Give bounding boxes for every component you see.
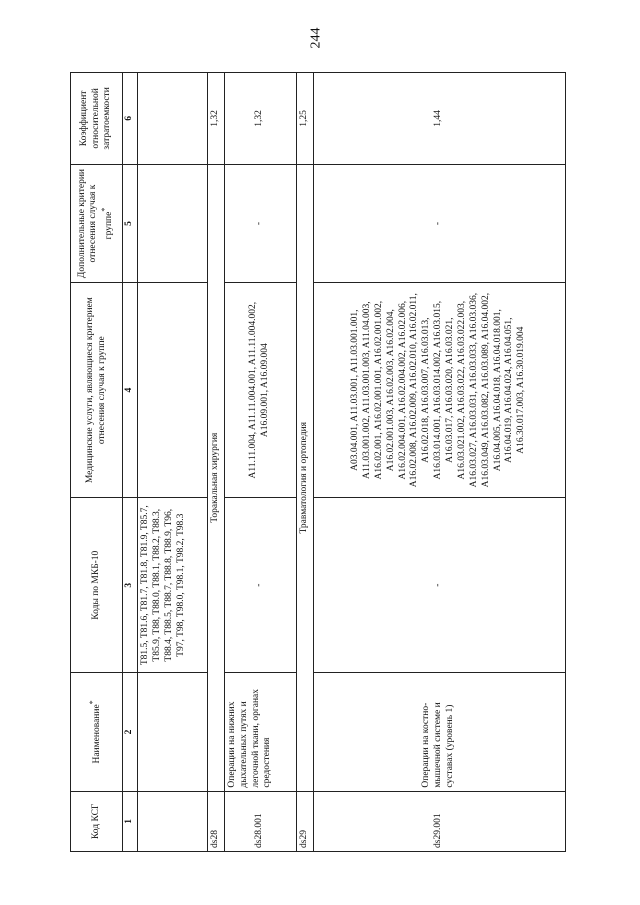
cell-name: Операции на костно-мышечной системе и суставах (уровень 1) [313, 673, 565, 791]
row-ds29-001 [313, 73, 565, 852]
header-services: Медицинские услуги, являющиеся критерием отнесения случая к группе [71, 283, 123, 498]
cell-code: ds28.001 [224, 791, 296, 851]
cell-services: A03.04.001, A11.03.001, A11.03.001.001, A11.03.001.002, A11.03.001.003, A11.04.003, A16.02.001, A16.02.001.001, A16.02.001.002, A16.02.001.003, A16.02.003, A16.02.004, A16.02.004.001, A16.02.004.002, A16.02.006, A16.02.008, A16.02.009, A16.02.010, A16.02.011, A16.02.018, A16.03.007, A16.03.013, A16.03.014.001, A16.03.014.002, A16.03.015, A16.03.017, A16.03.020, A16.03.021, A16.03.021.002, A16.03.022, A16.03.022.003, A16.03.027, A16.03.031, A16.03.033, A16.03.036, A16.03.049, A16.03.082, A16.03.089, A16.04.002, A16.04.005, A16.04.018, A16.04.018.001, A16.04.019, A16.04.024, A16.04.051, A16.30.017.003, A16.30.019.004 [313, 283, 565, 498]
cell-code: ds28 [207, 791, 224, 851]
header-row [71, 73, 123, 852]
column-number: 4 [123, 283, 138, 498]
rotated-table-wrapper [70, 72, 580, 852]
header-name: Наименование* [71, 673, 123, 791]
cell-empty [137, 673, 207, 791]
cell-services: A11.11.004, A11.11.004.001, A11.11.004.002, A16.09.001, A16.09.004 [224, 283, 296, 498]
cell-extra: - [224, 164, 296, 282]
header-extra: Дополнительные критерии отнесения случая к группе* [71, 164, 123, 282]
section-row-ds29 [296, 73, 313, 852]
cell-code: ds29.001 [313, 791, 565, 851]
ksg-table [70, 72, 566, 852]
cell-coef: 1,32 [207, 73, 224, 165]
header-mkb: Коды по МКБ-10 [71, 498, 123, 673]
header-code: Код КСГ [71, 791, 123, 851]
cell-empty [137, 791, 207, 851]
column-number-row [123, 73, 138, 852]
header-coef: Коэффициент относительной затратоемкости [71, 73, 123, 165]
cell-coef: 1,25 [296, 73, 313, 165]
cell-mkb: T81.5, T81.6, T81.7, T81.8, T81.9, T85.7, T85.9, T88, T88.0, T88.1, T88.2, T88.3, T88.4, T88.5, T88.7, T88.8, T88.9, T96, T97, T98, T98.0, T98.1, T98.2, T98.3 [137, 498, 207, 673]
section-row-ds28 [207, 73, 224, 852]
section-title: Травматология и ортопедия [296, 164, 313, 791]
column-number: 5 [123, 164, 138, 282]
cell-coef: 1,44 [313, 73, 565, 165]
cell-name: Операции на нижних дыхательных путях и легочной ткани, органах средостения [224, 673, 296, 791]
cell-empty [137, 73, 207, 165]
column-number: 3 [123, 498, 138, 673]
continuation-row [137, 73, 207, 852]
cell-code: ds29 [296, 791, 313, 851]
cell-coef: 1,32 [224, 73, 296, 165]
section-title: Торакальная хирургия [207, 164, 224, 791]
column-number: 1 [123, 791, 138, 851]
cell-empty [137, 283, 207, 498]
column-number: 2 [123, 673, 138, 791]
cell-extra: - [313, 164, 565, 282]
cell-mkb: - [224, 498, 296, 673]
row-ds28-001 [224, 73, 296, 852]
column-number: 6 [123, 73, 138, 165]
page-number: 244 [308, 27, 324, 49]
cell-empty [137, 164, 207, 282]
cell-mkb: - [313, 498, 565, 673]
